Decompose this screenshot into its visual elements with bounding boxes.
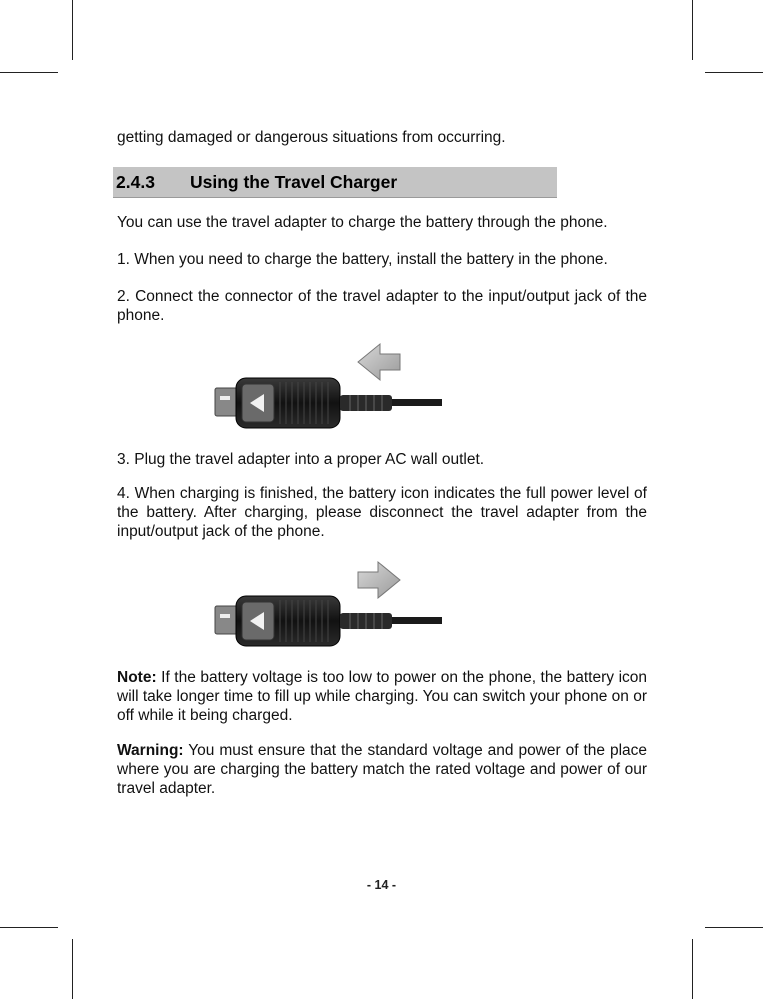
intro-line: getting damaged or dangerous situations from occurring.: [117, 129, 506, 146]
warning-label: Warning:: [117, 742, 184, 759]
left-arrow-icon: [358, 344, 400, 380]
charger-connector-icon: [215, 378, 442, 428]
crop-mark: [705, 927, 763, 928]
step-2: 2. Connect the connector of the travel adapter to the input/output jack of the phone.: [117, 288, 647, 324]
right-arrow-icon: [358, 562, 400, 598]
section-title: Using the Travel Charger: [190, 172, 398, 192]
step-3: 3. Plug the travel adapter into a proper AC wall outlet.: [117, 451, 485, 468]
page-number: - 14 -: [366, 878, 397, 892]
crop-mark: [705, 72, 763, 73]
note-text: If the battery voltage is too low to power on the phone, the battery icon will take longer time to fill up while charging. You can switch your phone on or off while it being charged.: [117, 669, 647, 724]
crop-mark: [72, 939, 73, 999]
step-1: 1. When you need to charge the battery, install the battery in the phone.: [117, 251, 608, 268]
note-paragraph: [117, 668, 647, 725]
paragraph-intro: You can use the travel adapter to charge the battery through the phone.: [117, 214, 608, 231]
note-label: Note:: [117, 669, 157, 686]
figure-disconnect-adapter: [200, 558, 442, 652]
warning-text: You must ensure that the standard voltage and power of the place where you are charging the battery match the rated voltage and power of our travel adapter.: [117, 742, 647, 797]
section-heading: [113, 167, 557, 198]
warning-paragraph: [117, 741, 647, 798]
crop-mark: [0, 927, 58, 928]
step-4: 4. When charging is finished, the battery icon indicates the full power level of the battery. After charging, please disconnect the travel adapter from the input/output jack of the phone.: [117, 485, 647, 540]
charger-connector-icon: [215, 596, 442, 646]
crop-mark: [72, 0, 73, 60]
crop-mark: [0, 72, 58, 73]
section-number: 2.4.3: [116, 172, 155, 192]
figure-connect-adapter: [200, 340, 442, 434]
crop-mark: [692, 0, 693, 60]
crop-mark: [692, 939, 693, 999]
